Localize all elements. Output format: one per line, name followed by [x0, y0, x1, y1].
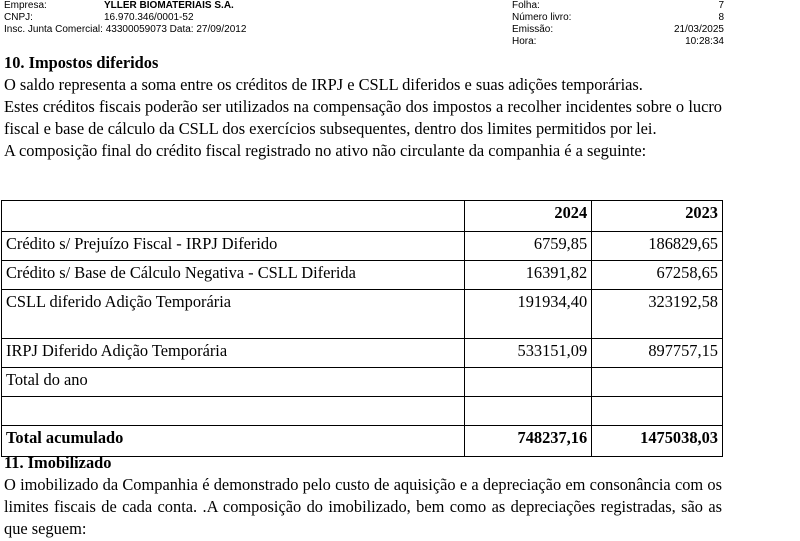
- section-11-paragraph-1: O imobilizado da Companhia é demonstrado pelo custo de aquisição e a depreciação em consonância com os limites fiscais de cada conta. .A composição do imobilizado, bem como as depreciações registradas, são as que seguem:: [4, 475, 722, 538]
- table-row: [2, 339, 723, 368]
- hora-label: Hora:: [512, 36, 537, 47]
- row-value-2023: [592, 368, 723, 397]
- row-label: Crédito s/ Base de Cálculo Negativa - CSLL Diferida: [2, 261, 465, 290]
- section-10-paragraph-3: A composição final do crédito fiscal registrado no ativo não circulante da companhia é a seguinte:: [4, 141, 647, 160]
- column-header-2024: 2024: [465, 201, 592, 232]
- header-junta-row: [4, 24, 246, 36]
- row-label: Crédito s/ Prejuízo Fiscal - IRPJ Diferido: [2, 232, 465, 261]
- table-row: [2, 232, 723, 261]
- row-value-2024: 16391,82: [465, 261, 592, 290]
- header-empresa-row: [4, 0, 246, 12]
- emissao-value: 21/03/2025: [673, 24, 724, 35]
- folha-label: Folha:: [512, 0, 540, 11]
- row-value-2024: 191934,40: [465, 290, 592, 339]
- empresa-value: YLLER BIOMATERIAIS S.A.: [104, 0, 234, 11]
- hora-value: 10:28:34: [685, 36, 724, 47]
- section-11: [4, 452, 722, 540]
- section-11-title: 11. Imobilizado: [4, 453, 112, 472]
- row-value-2023-cell: [592, 290, 723, 339]
- total-label: Total acumulado: [2, 426, 465, 457]
- blank-cell: [465, 397, 592, 426]
- folha-row: [512, 0, 724, 12]
- cnpj-value: 16.970.346/0001-52: [104, 12, 194, 23]
- table-blank-row: [2, 397, 723, 426]
- row-value-2023: 67258,65: [592, 261, 723, 290]
- row-label: IRPJ Diferido Adição Temporária: [2, 339, 465, 368]
- section-10-paragraph-2: Estes créditos fiscais poderão ser utilizados na compensação dos impostos a recolher incidentes sobre o lucro fiscal e base de cálculo da CSLL dos exercícios subsequentes, dentro dos limites permitidos por lei.: [4, 97, 722, 138]
- row-value-2024: [465, 368, 592, 397]
- hora-row: [512, 36, 724, 48]
- header-company-block: [4, 0, 246, 36]
- column-header-2023: 2023: [592, 201, 723, 232]
- section-10-title: 10. Impostos diferidos: [4, 53, 159, 72]
- livro-label: Número livro:: [512, 12, 572, 23]
- row-label: Total do ano: [2, 368, 465, 397]
- livro-row: [512, 12, 724, 24]
- table-row: [2, 261, 723, 290]
- section-10: [4, 52, 722, 162]
- table-header-blank: [2, 201, 465, 232]
- row-value-2023: 323192,58: [648, 292, 718, 311]
- deferred-tax-table: [1, 200, 723, 457]
- row-label: CSLL diferido Adição Temporária: [2, 290, 465, 339]
- table-row: [2, 368, 723, 397]
- header-cnpj-row: [4, 12, 246, 24]
- folha-value: 7: [718, 0, 724, 11]
- emissao-row: [512, 24, 724, 36]
- table-header-row: [2, 201, 723, 232]
- row-value-2024: 6759,85: [465, 232, 592, 261]
- section-10-paragraph-1: O saldo representa a soma entre os créditos de IRPJ e CSLL diferidos e suas adições temporárias.: [4, 75, 643, 94]
- livro-value: 8: [718, 12, 724, 23]
- total-value-2023: 1475038,03: [592, 426, 723, 457]
- header-document-info: [512, 0, 724, 48]
- blank-cell: [2, 397, 465, 426]
- blank-cell: [592, 397, 723, 426]
- total-value-2024: 748237,16: [465, 426, 592, 457]
- table-row: [2, 290, 723, 339]
- row-value-2023: 897757,15: [592, 339, 723, 368]
- cnpj-label: CNPJ:: [4, 12, 33, 23]
- empresa-label: Empresa:: [4, 0, 47, 11]
- junta-text: Insc. Junta Comercial: 43300059073 Data: 27/09/2012: [4, 24, 247, 35]
- emissao-label: Emissão:: [512, 24, 554, 35]
- row-value-2024: 533151,09: [465, 339, 592, 368]
- row-value-2023: 186829,65: [592, 232, 723, 261]
